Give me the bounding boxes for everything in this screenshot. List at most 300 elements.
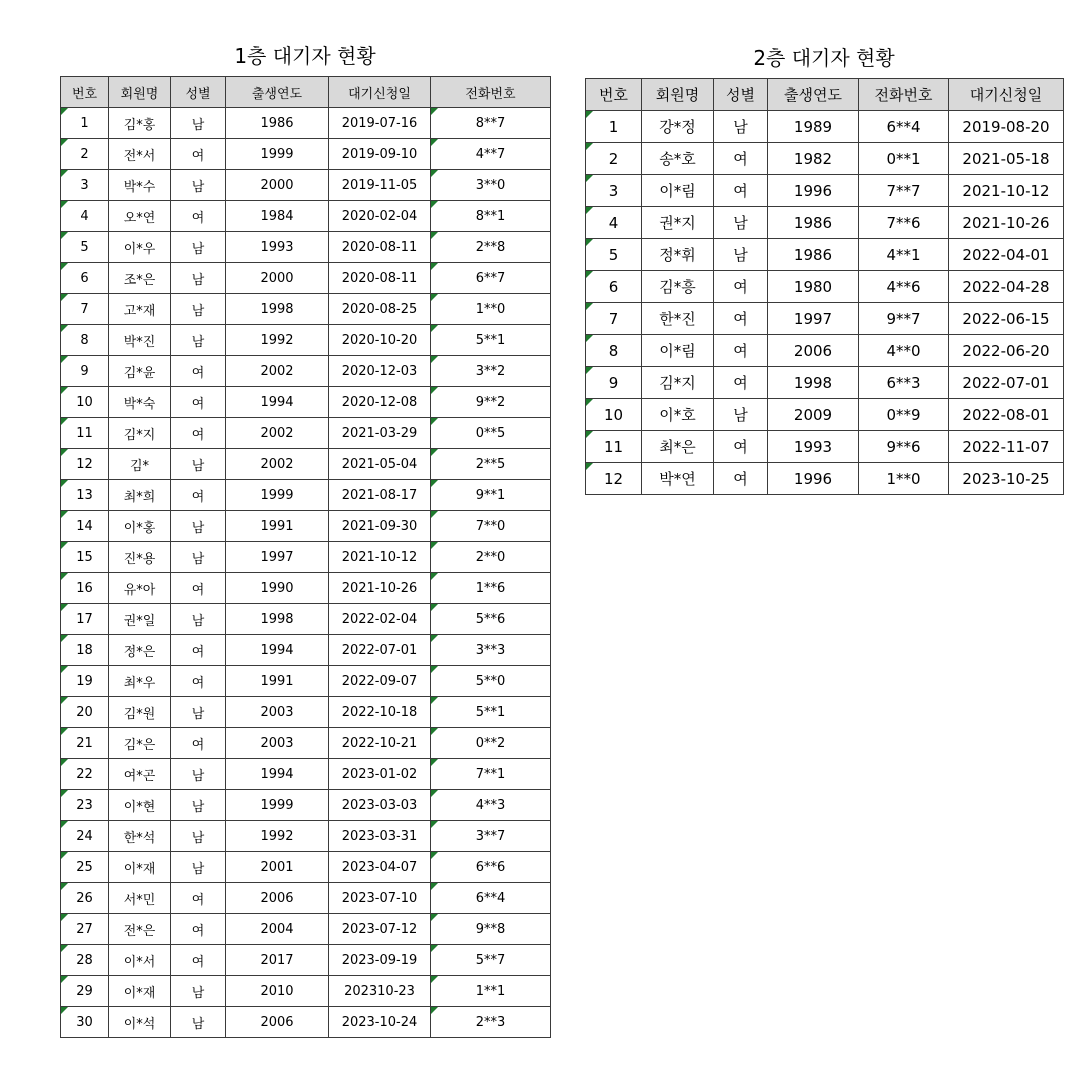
header-cell[interactable]: 출생연도	[226, 77, 329, 108]
table-row	[61, 635, 551, 666]
cell-col-no[interactable]: 8	[586, 335, 642, 367]
cell-col-no[interactable]: 5	[61, 232, 109, 263]
cell-col-member-name[interactable]: 이*홍	[109, 511, 171, 542]
cell-col-phone-or-date[interactable]: 1**1	[431, 976, 551, 1007]
cell-col-birth-year[interactable]: 1994	[226, 759, 329, 790]
cell-col-gender[interactable]: 여	[714, 175, 768, 207]
cell-col-member-name[interactable]: 최*은	[642, 431, 714, 463]
cell-col-member-name[interactable]: 여*곤	[109, 759, 171, 790]
cell-col-member-name[interactable]: 박*연	[642, 463, 714, 495]
cell-col-date-or-phone[interactable]: 2023-09-19	[329, 945, 431, 976]
floor1-waitlist-table	[60, 76, 551, 1038]
cell-col-member-name[interactable]: 김*지	[642, 367, 714, 399]
cell-col-date-or-phone[interactable]: 2020-12-08	[329, 387, 431, 418]
cell-col-date-or-phone[interactable]: 6**4	[859, 111, 949, 143]
cell-col-no[interactable]: 23	[61, 790, 109, 821]
cell-col-phone-or-date[interactable]: 5**1	[431, 697, 551, 728]
cell-col-gender[interactable]: 여	[714, 431, 768, 463]
header-cell[interactable]: 전화번호	[431, 77, 551, 108]
cell-col-birth-year[interactable]: 1991	[226, 511, 329, 542]
cell-col-birth-year[interactable]: 1980	[768, 271, 859, 303]
cell-col-member-name[interactable]: 김*	[109, 449, 171, 480]
cell-col-date-or-phone[interactable]: 9**6	[859, 431, 949, 463]
cell-col-no[interactable]: 22	[61, 759, 109, 790]
cell-col-phone-or-date[interactable]: 2**5	[431, 449, 551, 480]
table-row	[586, 271, 1064, 303]
cell-col-date-or-phone[interactable]: 7**6	[859, 207, 949, 239]
cell-col-gender[interactable]: 여	[714, 143, 768, 175]
cell-col-phone-or-date[interactable]: 2021-10-12	[949, 175, 1064, 207]
cell-col-member-name[interactable]: 오*연	[109, 201, 171, 232]
cell-col-gender[interactable]: 남	[171, 790, 226, 821]
cell-col-phone-or-date[interactable]: 3**7	[431, 821, 551, 852]
cell-col-no[interactable]: 6	[61, 263, 109, 294]
table-row	[61, 759, 551, 790]
cell-col-gender[interactable]: 여	[171, 914, 226, 945]
cell-col-phone-or-date[interactable]: 2022-06-20	[949, 335, 1064, 367]
table-row	[61, 449, 551, 480]
cell-col-member-name[interactable]: 박*진	[109, 325, 171, 356]
cell-col-phone-or-date[interactable]: 2022-04-28	[949, 271, 1064, 303]
cell-col-birth-year[interactable]: 1990	[226, 573, 329, 604]
header-cell[interactable]: 대기신청일	[329, 77, 431, 108]
cell-col-birth-year[interactable]: 2017	[226, 945, 329, 976]
cell-col-no[interactable]: 2	[61, 139, 109, 170]
cell-col-date-or-phone[interactable]: 1**0	[859, 463, 949, 495]
cell-col-member-name[interactable]: 정*휘	[642, 239, 714, 271]
table-row	[586, 431, 1064, 463]
cell-col-gender[interactable]: 남	[171, 821, 226, 852]
cell-col-member-name[interactable]: 강*정	[642, 111, 714, 143]
cell-col-gender[interactable]: 남	[171, 976, 226, 1007]
table-header-row	[61, 77, 551, 108]
cell-col-phone-or-date[interactable]: 2**8	[431, 232, 551, 263]
cell-col-member-name[interactable]: 박*수	[109, 170, 171, 201]
cell-col-no[interactable]: 21	[61, 728, 109, 759]
cell-col-date-or-phone[interactable]: 2022-09-07	[329, 666, 431, 697]
cell-col-phone-or-date[interactable]: 6**6	[431, 852, 551, 883]
table-row	[61, 697, 551, 728]
cell-col-gender[interactable]: 남	[171, 263, 226, 294]
cell-col-gender[interactable]: 여	[171, 635, 226, 666]
cell-col-no[interactable]: 10	[586, 399, 642, 431]
cell-col-no[interactable]: 18	[61, 635, 109, 666]
cell-col-phone-or-date[interactable]: 9**2	[431, 387, 551, 418]
cell-col-birth-year[interactable]: 1986	[768, 207, 859, 239]
cell-col-member-name[interactable]: 고*재	[109, 294, 171, 325]
cell-col-birth-year[interactable]: 2002	[226, 418, 329, 449]
cell-col-no[interactable]: 29	[61, 976, 109, 1007]
cell-col-member-name[interactable]: 전*은	[109, 914, 171, 945]
cell-col-member-name[interactable]: 김*원	[109, 697, 171, 728]
table-row	[586, 399, 1064, 431]
cell-col-date-or-phone[interactable]: 2023-10-24	[329, 1007, 431, 1038]
table-row	[61, 914, 551, 945]
cell-col-date-or-phone[interactable]: 0**1	[859, 143, 949, 175]
cell-col-phone-or-date[interactable]: 5**0	[431, 666, 551, 697]
header-cell[interactable]: 번호	[61, 77, 109, 108]
table-row	[586, 239, 1064, 271]
table-row	[61, 511, 551, 542]
cell-col-gender[interactable]: 남	[171, 325, 226, 356]
cell-col-gender[interactable]: 남	[171, 449, 226, 480]
cell-col-date-or-phone[interactable]: 2022-10-21	[329, 728, 431, 759]
cell-col-no[interactable]: 1	[61, 108, 109, 139]
table-row	[61, 356, 551, 387]
cell-col-gender[interactable]: 여	[171, 387, 226, 418]
cell-col-date-or-phone[interactable]: 2023-07-12	[329, 914, 431, 945]
cell-col-member-name[interactable]: 전*서	[109, 139, 171, 170]
table-row	[61, 387, 551, 418]
cell-col-date-or-phone[interactable]: 2022-02-04	[329, 604, 431, 635]
cell-col-member-name[interactable]: 한*석	[109, 821, 171, 852]
cell-col-gender[interactable]: 남	[171, 604, 226, 635]
cell-col-no[interactable]: 5	[586, 239, 642, 271]
table-row	[61, 418, 551, 449]
cell-col-gender[interactable]: 여	[171, 728, 226, 759]
cell-col-date-or-phone[interactable]: 2021-03-29	[329, 418, 431, 449]
cell-col-member-name[interactable]: 정*은	[109, 635, 171, 666]
cell-col-no[interactable]: 4	[61, 201, 109, 232]
cell-col-date-or-phone[interactable]: 2023-04-07	[329, 852, 431, 883]
cell-col-birth-year[interactable]: 1986	[768, 239, 859, 271]
cell-col-gender[interactable]: 남	[171, 697, 226, 728]
cell-col-no[interactable]: 11	[61, 418, 109, 449]
cell-col-no[interactable]: 11	[586, 431, 642, 463]
cell-col-birth-year[interactable]: 1984	[226, 201, 329, 232]
cell-col-member-name[interactable]: 송*호	[642, 143, 714, 175]
header-cell[interactable]: 회원명	[109, 77, 171, 108]
cell-col-birth-year[interactable]: 2006	[768, 335, 859, 367]
cell-col-no[interactable]: 12	[61, 449, 109, 480]
cell-col-member-name[interactable]: 김*홍	[109, 108, 171, 139]
cell-col-phone-or-date[interactable]: 4**3	[431, 790, 551, 821]
header-cell[interactable]: 성별	[714, 79, 768, 111]
cell-col-gender[interactable]: 여	[714, 463, 768, 495]
cell-col-gender[interactable]: 여	[714, 271, 768, 303]
cell-col-phone-or-date[interactable]: 7**0	[431, 511, 551, 542]
cell-col-phone-or-date[interactable]: 2**3	[431, 1007, 551, 1038]
header-cell[interactable]: 번호	[586, 79, 642, 111]
cell-col-phone-or-date[interactable]: 2023-10-25	[949, 463, 1064, 495]
cell-col-gender[interactable]: 여	[171, 201, 226, 232]
table-row	[586, 463, 1064, 495]
cell-col-member-name[interactable]: 박*숙	[109, 387, 171, 418]
cell-col-gender[interactable]: 여	[171, 945, 226, 976]
cell-col-gender[interactable]: 남	[171, 170, 226, 201]
cell-col-no[interactable]: 9	[586, 367, 642, 399]
cell-col-member-name[interactable]: 이*재	[109, 852, 171, 883]
cell-col-member-name[interactable]: 이*우	[109, 232, 171, 263]
cell-col-date-or-phone[interactable]: 2020-08-11	[329, 232, 431, 263]
table-row	[61, 790, 551, 821]
cell-col-phone-or-date[interactable]: 5**6	[431, 604, 551, 635]
cell-col-date-or-phone[interactable]: 2021-10-26	[329, 573, 431, 604]
cell-col-birth-year[interactable]: 1997	[768, 303, 859, 335]
cell-col-member-name[interactable]: 권*지	[642, 207, 714, 239]
cell-col-phone-or-date[interactable]: 9**1	[431, 480, 551, 511]
cell-col-date-or-phone[interactable]: 2020-08-25	[329, 294, 431, 325]
cell-col-member-name[interactable]: 이*현	[109, 790, 171, 821]
cell-col-member-name[interactable]: 이*재	[109, 976, 171, 1007]
cell-col-no[interactable]: 16	[61, 573, 109, 604]
cell-col-date-or-phone[interactable]: 4**6	[859, 271, 949, 303]
table-row	[61, 573, 551, 604]
cell-col-gender[interactable]: 여	[714, 335, 768, 367]
header-cell[interactable]: 전화번호	[859, 79, 949, 111]
cell-col-no[interactable]: 8	[61, 325, 109, 356]
cell-col-member-name[interactable]: 이*호	[642, 399, 714, 431]
cell-col-no[interactable]: 12	[586, 463, 642, 495]
cell-col-no[interactable]: 14	[61, 511, 109, 542]
cell-col-gender[interactable]: 남	[171, 232, 226, 263]
cell-col-gender[interactable]: 남	[714, 207, 768, 239]
cell-col-gender[interactable]: 남	[171, 1007, 226, 1038]
table-row	[586, 143, 1064, 175]
cell-col-birth-year[interactable]: 2006	[226, 1007, 329, 1038]
header-cell[interactable]: 성별	[171, 77, 226, 108]
cell-col-member-name[interactable]: 이*림	[642, 175, 714, 207]
cell-col-date-or-phone[interactable]: 2023-03-31	[329, 821, 431, 852]
cell-col-gender[interactable]: 여	[171, 356, 226, 387]
cell-col-birth-year[interactable]: 1997	[226, 542, 329, 573]
cell-col-birth-year[interactable]: 1994	[226, 635, 329, 666]
cell-col-phone-or-date[interactable]: 2022-04-01	[949, 239, 1064, 271]
cell-col-birth-year[interactable]: 2002	[226, 449, 329, 480]
cell-col-phone-or-date[interactable]: 2022-07-01	[949, 367, 1064, 399]
floor2-title: 2층 대기자 현황	[753, 46, 895, 70]
cell-col-gender[interactable]: 남	[714, 399, 768, 431]
cell-col-no[interactable]: 9	[61, 356, 109, 387]
header-cell[interactable]: 대기신청일	[949, 79, 1064, 111]
cell-col-no[interactable]: 15	[61, 542, 109, 573]
cell-col-gender[interactable]: 여	[714, 303, 768, 335]
cell-col-phone-or-date[interactable]: 1**0	[431, 294, 551, 325]
cell-col-date-or-phone[interactable]: 2019-11-05	[329, 170, 431, 201]
cell-col-no[interactable]: 6	[586, 271, 642, 303]
cell-col-birth-year[interactable]: 1999	[226, 790, 329, 821]
cell-col-date-or-phone[interactable]: 2021-08-17	[329, 480, 431, 511]
cell-col-no[interactable]: 7	[586, 303, 642, 335]
cell-col-date-or-phone[interactable]: 2020-02-04	[329, 201, 431, 232]
table-row	[586, 207, 1064, 239]
cell-col-phone-or-date[interactable]: 0**5	[431, 418, 551, 449]
cell-col-member-name[interactable]: 권*일	[109, 604, 171, 635]
cell-col-birth-year[interactable]: 2006	[226, 883, 329, 914]
cell-col-birth-year[interactable]: 2002	[226, 356, 329, 387]
cell-col-gender[interactable]: 남	[171, 511, 226, 542]
cell-col-member-name[interactable]: 김*흥	[642, 271, 714, 303]
cell-col-no[interactable]: 10	[61, 387, 109, 418]
cell-col-date-or-phone[interactable]: 2022-10-18	[329, 697, 431, 728]
cell-col-birth-year[interactable]: 2000	[226, 263, 329, 294]
table-row	[61, 1007, 551, 1038]
cell-col-phone-or-date[interactable]: 4**7	[431, 139, 551, 170]
cell-col-birth-year[interactable]: 1992	[226, 325, 329, 356]
table-row	[61, 170, 551, 201]
cell-col-date-or-phone[interactable]: 6**3	[859, 367, 949, 399]
cell-col-phone-or-date[interactable]: 3**2	[431, 356, 551, 387]
cell-col-phone-or-date[interactable]: 8**7	[431, 108, 551, 139]
cell-col-date-or-phone[interactable]: 2019-07-16	[329, 108, 431, 139]
cell-col-phone-or-date[interactable]: 2022-06-15	[949, 303, 1064, 335]
cell-col-birth-year[interactable]: 1982	[768, 143, 859, 175]
cell-col-phone-or-date[interactable]: 2021-10-26	[949, 207, 1064, 239]
cell-col-gender[interactable]: 남	[171, 542, 226, 573]
table-row	[61, 480, 551, 511]
cell-col-gender[interactable]: 남	[171, 759, 226, 790]
cell-col-birth-year[interactable]: 1999	[226, 480, 329, 511]
cell-col-birth-year[interactable]: 2004	[226, 914, 329, 945]
table-row	[61, 666, 551, 697]
cell-col-phone-or-date[interactable]: 8**1	[431, 201, 551, 232]
cell-col-phone-or-date[interactable]: 2021-05-18	[949, 143, 1064, 175]
cell-col-date-or-phone[interactable]: 2023-01-02	[329, 759, 431, 790]
cell-col-birth-year[interactable]: 1996	[768, 463, 859, 495]
table-row	[61, 325, 551, 356]
cell-col-date-or-phone[interactable]: 2021-10-12	[329, 542, 431, 573]
cell-col-no[interactable]: 13	[61, 480, 109, 511]
cell-col-no[interactable]: 30	[61, 1007, 109, 1038]
cell-col-birth-year[interactable]: 2003	[226, 697, 329, 728]
cell-col-gender[interactable]: 여	[171, 480, 226, 511]
cell-col-member-name[interactable]: 이*림	[642, 335, 714, 367]
cell-col-member-name[interactable]: 최*희	[109, 480, 171, 511]
cell-col-gender[interactable]: 남	[171, 852, 226, 883]
cell-col-phone-or-date[interactable]: 6**4	[431, 883, 551, 914]
cell-col-phone-or-date[interactable]: 2019-08-20	[949, 111, 1064, 143]
cell-col-birth-year[interactable]: 2001	[226, 852, 329, 883]
cell-col-date-or-phone[interactable]: 2021-09-30	[329, 511, 431, 542]
cell-col-birth-year[interactable]: 2009	[768, 399, 859, 431]
table-row	[61, 263, 551, 294]
cell-col-gender[interactable]: 여	[171, 883, 226, 914]
cell-col-birth-year[interactable]: 1993	[768, 431, 859, 463]
cell-col-date-or-phone[interactable]: 2020-10-20	[329, 325, 431, 356]
cell-col-member-name[interactable]: 진*용	[109, 542, 171, 573]
cell-col-phone-or-date[interactable]: 3**0	[431, 170, 551, 201]
cell-col-birth-year[interactable]: 1989	[768, 111, 859, 143]
cell-col-birth-year[interactable]: 2003	[226, 728, 329, 759]
cell-col-member-name[interactable]: 조*은	[109, 263, 171, 294]
cell-col-member-name[interactable]: 유*아	[109, 573, 171, 604]
table-row	[61, 883, 551, 914]
table-row	[61, 294, 551, 325]
cell-col-member-name[interactable]: 김*지	[109, 418, 171, 449]
cell-col-birth-year[interactable]: 1994	[226, 387, 329, 418]
cell-col-phone-or-date[interactable]: 5**7	[431, 945, 551, 976]
cell-col-birth-year[interactable]: 1992	[226, 821, 329, 852]
cell-col-no[interactable]: 2	[586, 143, 642, 175]
cell-col-phone-or-date[interactable]: 2022-11-07	[949, 431, 1064, 463]
cell-col-birth-year[interactable]: 1998	[768, 367, 859, 399]
cell-col-no[interactable]: 26	[61, 883, 109, 914]
cell-col-date-or-phone[interactable]: 2021-05-04	[329, 449, 431, 480]
cell-col-birth-year[interactable]: 2010	[226, 976, 329, 1007]
cell-col-date-or-phone[interactable]: 2020-08-11	[329, 263, 431, 294]
cell-col-member-name[interactable]: 김*은	[109, 728, 171, 759]
cell-col-phone-or-date[interactable]: 2**0	[431, 542, 551, 573]
cell-col-member-name[interactable]: 이*서	[109, 945, 171, 976]
cell-col-phone-or-date[interactable]: 7**1	[431, 759, 551, 790]
cell-col-gender[interactable]: 남	[714, 111, 768, 143]
cell-col-gender[interactable]: 여	[171, 418, 226, 449]
table-row	[586, 367, 1064, 399]
header-cell[interactable]: 회원명	[642, 79, 714, 111]
cell-col-phone-or-date[interactable]: 3**3	[431, 635, 551, 666]
cell-col-date-or-phone[interactable]: 9**7	[859, 303, 949, 335]
header-cell[interactable]: 출생연도	[768, 79, 859, 111]
cell-col-no[interactable]: 25	[61, 852, 109, 883]
cell-col-date-or-phone[interactable]: 7**7	[859, 175, 949, 207]
cell-col-date-or-phone[interactable]: 4**1	[859, 239, 949, 271]
cell-col-no[interactable]: 7	[61, 294, 109, 325]
cell-col-birth-year[interactable]: 1991	[226, 666, 329, 697]
table-row	[61, 976, 551, 1007]
cell-col-no[interactable]: 27	[61, 914, 109, 945]
cell-col-birth-year[interactable]: 1986	[226, 108, 329, 139]
table-row	[61, 139, 551, 170]
cell-col-birth-year[interactable]: 1996	[768, 175, 859, 207]
cell-col-gender[interactable]: 여	[714, 367, 768, 399]
cell-col-member-name[interactable]: 한*진	[642, 303, 714, 335]
cell-col-no[interactable]: 3	[586, 175, 642, 207]
cell-col-no[interactable]: 4	[586, 207, 642, 239]
cell-col-member-name[interactable]: 서*민	[109, 883, 171, 914]
cell-col-gender[interactable]: 여	[171, 139, 226, 170]
cell-col-phone-or-date[interactable]: 1**6	[431, 573, 551, 604]
cell-col-phone-or-date[interactable]: 5**1	[431, 325, 551, 356]
cell-col-birth-year[interactable]: 2000	[226, 170, 329, 201]
cell-col-birth-year[interactable]: 1999	[226, 139, 329, 170]
cell-col-member-name[interactable]: 최*우	[109, 666, 171, 697]
cell-col-gender[interactable]: 여	[171, 573, 226, 604]
cell-col-birth-year[interactable]: 1993	[226, 232, 329, 263]
cell-col-no[interactable]: 28	[61, 945, 109, 976]
cell-col-no[interactable]: 1	[586, 111, 642, 143]
table-row	[61, 728, 551, 759]
table-row	[586, 335, 1064, 367]
cell-col-date-or-phone[interactable]: 4**0	[859, 335, 949, 367]
cell-col-gender[interactable]: 남	[171, 108, 226, 139]
cell-col-phone-or-date[interactable]: 9**8	[431, 914, 551, 945]
cell-col-birth-year[interactable]: 1998	[226, 294, 329, 325]
cell-col-date-or-phone[interactable]: 0**9	[859, 399, 949, 431]
cell-col-phone-or-date[interactable]: 0**2	[431, 728, 551, 759]
floor1-title: 1층 대기자 현황	[234, 44, 376, 68]
cell-col-date-or-phone[interactable]: 2019-09-10	[329, 139, 431, 170]
cell-col-member-name[interactable]: 김*윤	[109, 356, 171, 387]
table-row	[61, 108, 551, 139]
cell-col-member-name[interactable]: 이*석	[109, 1007, 171, 1038]
cell-col-gender[interactable]: 남	[714, 239, 768, 271]
cell-col-gender[interactable]: 여	[171, 666, 226, 697]
cell-col-no[interactable]: 20	[61, 697, 109, 728]
cell-col-birth-year[interactable]: 1998	[226, 604, 329, 635]
cell-col-no[interactable]: 3	[61, 170, 109, 201]
cell-col-date-or-phone[interactable]: 2023-07-10	[329, 883, 431, 914]
cell-col-date-or-phone[interactable]: 2023-03-03	[329, 790, 431, 821]
cell-col-no[interactable]: 19	[61, 666, 109, 697]
cell-col-no[interactable]: 24	[61, 821, 109, 852]
cell-col-date-or-phone[interactable]: 202310-23	[329, 976, 431, 1007]
cell-col-phone-or-date[interactable]: 6**7	[431, 263, 551, 294]
cell-col-date-or-phone[interactable]: 2020-12-03	[329, 356, 431, 387]
cell-col-gender[interactable]: 남	[171, 294, 226, 325]
cell-col-phone-or-date[interactable]: 2022-08-01	[949, 399, 1064, 431]
cell-col-no[interactable]: 17	[61, 604, 109, 635]
cell-col-date-or-phone[interactable]: 2022-07-01	[329, 635, 431, 666]
